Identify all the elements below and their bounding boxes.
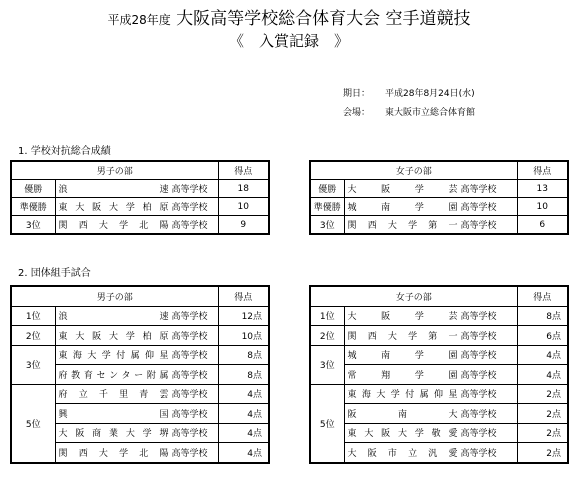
score-cell: 13 bbox=[517, 180, 568, 198]
score-header: 得点 bbox=[517, 161, 568, 180]
school-type: 高等学校 bbox=[460, 203, 497, 213]
score-cell: 2点 bbox=[517, 384, 568, 404]
school-cell bbox=[344, 216, 517, 235]
school-name: 関西大学第一 bbox=[347, 221, 458, 231]
table-row bbox=[310, 404, 568, 424]
school-name: 興国 bbox=[58, 409, 169, 420]
table-row bbox=[310, 326, 568, 346]
score-cell: 4点 bbox=[517, 365, 568, 385]
table-row bbox=[11, 326, 269, 346]
school-name: 大阪商業大学堺 bbox=[58, 429, 169, 440]
school-name: 東海大学付属仰星 bbox=[347, 390, 458, 401]
section1-women-table bbox=[309, 160, 569, 235]
school-name: 府立千里青雲 bbox=[58, 390, 169, 401]
table-row bbox=[310, 365, 568, 385]
school-name: 常翔学園 bbox=[347, 370, 458, 381]
table-row bbox=[310, 198, 568, 216]
school-cell bbox=[55, 198, 218, 216]
score-header: 得点 bbox=[218, 286, 269, 306]
score-cell: 10 bbox=[517, 198, 568, 216]
score-cell: 2点 bbox=[517, 423, 568, 443]
school-cell bbox=[344, 345, 517, 365]
section-2-heading: 2. 団体組手試合 bbox=[18, 268, 91, 279]
school-type: 高等学校 bbox=[460, 390, 497, 401]
score-cell: 2点 bbox=[517, 404, 568, 424]
title-year: 平成28年度 bbox=[107, 13, 171, 27]
score-cell: 4点 bbox=[218, 423, 269, 443]
section-1-heading: 1. 学校対抗総合成績 bbox=[18, 146, 111, 157]
score-cell: 6点 bbox=[517, 326, 568, 346]
score-cell: 6 bbox=[517, 216, 568, 235]
rank-cell: 3位 bbox=[310, 345, 344, 384]
school-name: 大阪学芸 bbox=[347, 185, 458, 195]
column-header: 女子の部 bbox=[310, 286, 517, 306]
rank-cell: 1位 bbox=[11, 306, 55, 326]
school-type: 高等学校 bbox=[460, 312, 497, 323]
rank-cell: 3位 bbox=[11, 345, 55, 384]
column-header: 男子の部 bbox=[11, 286, 218, 306]
school-type: 高等学校 bbox=[460, 429, 497, 440]
school-type: 高等学校 bbox=[460, 370, 497, 381]
school-type: 高等学校 bbox=[171, 429, 208, 440]
section1-men-table bbox=[10, 160, 270, 235]
school-type: 高等学校 bbox=[171, 370, 208, 381]
school-type: 高等学校 bbox=[171, 185, 208, 195]
school-name: 東大阪大学柏原 bbox=[58, 331, 169, 342]
table-row bbox=[11, 216, 269, 235]
venue-label: 会場： bbox=[343, 108, 371, 118]
school-name: 関西大学第一 bbox=[347, 331, 458, 342]
score-cell: 4点 bbox=[218, 404, 269, 424]
school-type: 高等学校 bbox=[460, 409, 497, 420]
rank-cell: 1位 bbox=[310, 306, 344, 326]
venue-line bbox=[343, 107, 475, 119]
score-cell: 10点 bbox=[218, 326, 269, 346]
table-row bbox=[310, 423, 568, 443]
score-cell: 8点 bbox=[218, 365, 269, 385]
school-type: 高等学校 bbox=[171, 448, 208, 459]
school-cell bbox=[55, 326, 218, 346]
score-cell: 10 bbox=[218, 198, 269, 216]
score-cell: 4点 bbox=[218, 443, 269, 463]
rank-cell: 3位 bbox=[310, 216, 344, 235]
school-cell bbox=[55, 384, 218, 404]
school-name: 東大阪大学敬愛 bbox=[347, 429, 458, 440]
score-cell: 2点 bbox=[517, 443, 568, 463]
school-cell bbox=[55, 216, 218, 235]
school-cell bbox=[55, 404, 218, 424]
rank-cell: 5位 bbox=[310, 384, 344, 463]
school-cell bbox=[55, 345, 218, 365]
school-type: 高等学校 bbox=[171, 221, 208, 231]
school-name: 東大阪大学柏原 bbox=[58, 203, 169, 213]
page-title bbox=[0, 8, 578, 31]
school-type: 高等学校 bbox=[171, 409, 208, 420]
school-type: 高等学校 bbox=[460, 221, 497, 231]
school-cell bbox=[55, 443, 218, 463]
school-name: 大阪市立汎愛 bbox=[347, 448, 458, 459]
school-type: 高等学校 bbox=[171, 312, 208, 323]
school-name: 大阪学芸 bbox=[347, 312, 458, 323]
school-name: 城南学園 bbox=[347, 351, 458, 362]
school-name: 浪速 bbox=[58, 312, 169, 323]
table-row bbox=[11, 345, 269, 365]
school-name: 府教育センター附属 bbox=[58, 370, 169, 381]
school-name: 関西大学北陽 bbox=[58, 221, 169, 231]
venue-value: 東大阪市立総合体育館 bbox=[385, 108, 476, 118]
school-cell bbox=[55, 180, 218, 198]
score-cell: 8点 bbox=[517, 306, 568, 326]
school-cell bbox=[344, 384, 517, 404]
score-cell: 8点 bbox=[218, 345, 269, 365]
date-label: 期日： bbox=[343, 89, 371, 99]
school-type: 高等学校 bbox=[460, 448, 497, 459]
rank-cell: 5位 bbox=[11, 384, 55, 463]
school-cell bbox=[344, 423, 517, 443]
score-cell: 18 bbox=[218, 180, 269, 198]
score-cell: 9 bbox=[218, 216, 269, 235]
school-type: 高等学校 bbox=[171, 203, 208, 213]
score-cell: 12点 bbox=[218, 306, 269, 326]
rank-cell: 準優勝 bbox=[310, 198, 344, 216]
school-cell bbox=[344, 326, 517, 346]
rank-cell: 2位 bbox=[11, 326, 55, 346]
table-row bbox=[310, 384, 568, 404]
school-name: 城南学園 bbox=[347, 203, 458, 213]
table-row bbox=[310, 306, 568, 326]
school-name: 阪南大 bbox=[347, 409, 458, 420]
rank-cell: 優勝 bbox=[310, 180, 344, 198]
school-name: 関西大学北陽 bbox=[58, 448, 169, 459]
score-header: 得点 bbox=[517, 286, 568, 306]
school-cell bbox=[344, 365, 517, 385]
school-cell bbox=[344, 306, 517, 326]
school-cell bbox=[55, 365, 218, 385]
school-type: 高等学校 bbox=[171, 390, 208, 401]
school-name: 浪速 bbox=[58, 185, 169, 195]
section2-men-table bbox=[10, 285, 270, 464]
school-cell bbox=[344, 404, 517, 424]
table-row bbox=[310, 443, 568, 463]
rank-cell: 3位 bbox=[11, 216, 55, 235]
table-row bbox=[11, 198, 269, 216]
date-line bbox=[343, 88, 475, 100]
table-row bbox=[11, 180, 269, 198]
score-cell: 4点 bbox=[517, 345, 568, 365]
table-row bbox=[310, 345, 568, 365]
school-cell bbox=[344, 443, 517, 463]
rank-cell: 2位 bbox=[310, 326, 344, 346]
school-cell bbox=[55, 306, 218, 326]
title-main: 大阪高等学校総合体育大会 空手道競技 bbox=[176, 9, 471, 29]
column-header: 男子の部 bbox=[11, 161, 218, 180]
table-row bbox=[11, 384, 269, 404]
school-cell bbox=[344, 198, 517, 216]
page-subtitle: 《 入賞記録 》 bbox=[228, 32, 349, 50]
school-type: 高等学校 bbox=[460, 185, 497, 195]
score-header: 得点 bbox=[218, 161, 269, 180]
table-row bbox=[11, 306, 269, 326]
rank-cell: 準優勝 bbox=[11, 198, 55, 216]
school-type: 高等学校 bbox=[171, 351, 208, 362]
column-header: 女子の部 bbox=[310, 161, 517, 180]
score-cell: 4点 bbox=[218, 384, 269, 404]
date-value: 平成28年8月24日(水) bbox=[385, 89, 475, 99]
school-cell bbox=[55, 423, 218, 443]
section2-women-table bbox=[309, 285, 569, 464]
school-cell bbox=[344, 180, 517, 198]
table-row bbox=[310, 216, 568, 235]
school-name: 東海大学付属仰星 bbox=[58, 351, 169, 362]
table-row bbox=[310, 180, 568, 198]
school-type: 高等学校 bbox=[460, 351, 497, 362]
rank-cell: 優勝 bbox=[11, 180, 55, 198]
school-type: 高等学校 bbox=[171, 331, 208, 342]
school-type: 高等学校 bbox=[460, 331, 497, 342]
